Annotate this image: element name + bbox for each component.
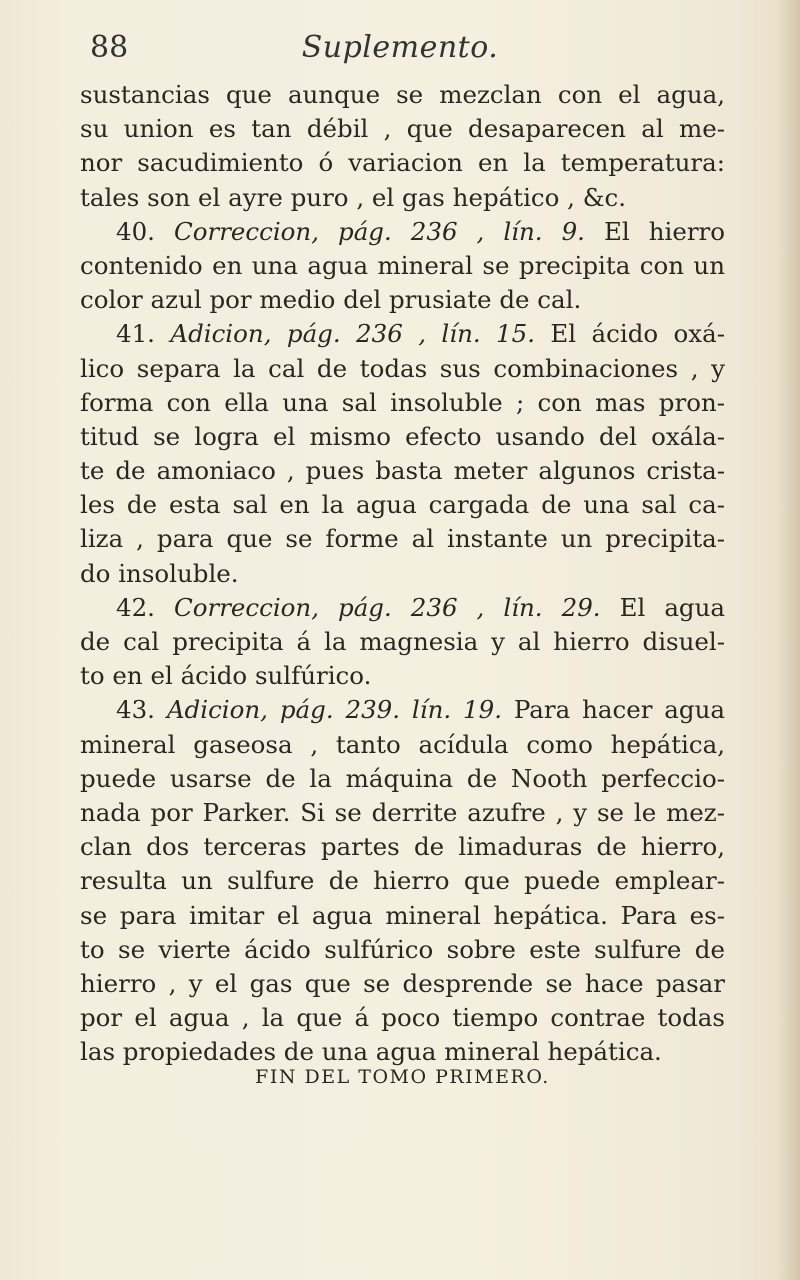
entry-number: 40. <box>116 216 155 246</box>
text-line: por el agua , la que á poco tiempo contrae todas <box>80 1003 725 1033</box>
text-line: titud se logra el mismo efecto usando del oxála- <box>80 421 725 451</box>
page-header <box>80 28 720 68</box>
text-line: te de amoniaco , pues basta meter algunos crista- <box>80 456 725 486</box>
text-line: les de esta sal en la agua cargada de una sal ca- <box>80 490 725 520</box>
text-line: nor sacudimiento ó variacion en la temperatura: <box>80 148 725 178</box>
text-line: su union es tan débil , que desaparecen al me- <box>80 114 725 144</box>
entry-ref: pág. 239. lín. 19. <box>279 695 503 725</box>
entry-text: El hierro <box>603 216 725 246</box>
entry-number: 43. <box>116 695 155 725</box>
entry-number: 41. <box>116 319 155 349</box>
entry-first-line: 43. Adicion, pág. 239. lín. 19. Para hacer agua <box>116 695 725 725</box>
text-line: sustancias que aunque se mezclan con el agua, <box>80 80 725 109</box>
entry-label: Correccion <box>173 216 312 246</box>
paragraph-continuation <box>80 78 725 215</box>
text-line: puede usarse de la máquina de Nooth perfeccio- <box>80 763 725 793</box>
text-line: lico separa la cal de todas sus combinaciones , y <box>80 353 725 383</box>
entry-text: Para hacer agua <box>513 695 725 725</box>
entry-label: Adicion <box>170 319 264 349</box>
page-edge-shadow <box>778 0 800 1280</box>
entry-40 <box>80 215 725 318</box>
entry-42 <box>80 591 725 694</box>
entry-ref: pág. 236 , lín. 29. <box>338 592 601 622</box>
text-line: tales son el ayre puro , el gas hepático , &c. <box>80 182 627 212</box>
text-line: contenido en una agua mineral se precipita con un <box>80 250 725 280</box>
text-line: nada por Parker. Si se derrite azufre , y se le mez- <box>80 797 725 827</box>
entry-label: Correccion <box>173 592 312 622</box>
entry-ref: pág. 236 , lín. 9. <box>338 216 585 246</box>
page-number: 88 <box>90 30 129 65</box>
entry-label: Adicion <box>166 695 261 725</box>
end-of-volume-note: FIN DEL TOMO PRIMERO. <box>255 1066 550 1088</box>
text-line: liza , para que se forme al instante un precipita- <box>80 524 725 554</box>
entry-ref: pág. 236 , lín. 15. <box>286 319 536 349</box>
entry-text: El agua <box>619 592 725 622</box>
entry-41 <box>80 317 725 591</box>
body-text <box>80 78 725 1069</box>
text-line: color azul por medio del prusiate de cal. <box>80 285 582 315</box>
entry-number: 42. <box>116 592 155 622</box>
text-line: las propiedades de una agua mineral hepática. <box>80 1037 662 1067</box>
text-line: to se vierte ácido sulfúrico sobre este sulfure de <box>80 934 725 964</box>
text-line: se para imitar el agua mineral hepática. Para es- <box>80 900 725 930</box>
entry-first-line: 40. Correccion, pág. 236 , lín. 9. El hierro <box>116 216 725 246</box>
text-line: to en el ácido sulfúrico. <box>80 661 372 691</box>
text-line: resulta un sulfure de hierro que puede emplear- <box>80 866 725 896</box>
entry-43 <box>80 693 725 1069</box>
text-line: mineral gaseosa , tanto acídula como hepática, <box>80 729 725 759</box>
text-line: do insoluble. <box>80 558 239 588</box>
text-line: clan dos terceras partes de limaduras de hierro, <box>80 832 725 862</box>
text-line: de cal precipita á la magnesia y al hierro disuel- <box>80 627 725 656</box>
entry-text: El ácido oxá- <box>550 319 725 349</box>
entry-first-line: 41. Adicion, pág. 236 , lín. 15. El ácido oxá- <box>116 319 725 349</box>
text-line: hierro , y el gas que se desprende se hace pasar <box>80 968 725 998</box>
running-head: Suplemento. <box>301 30 499 65</box>
text-line: forma con ella una sal insoluble ; con mas pron- <box>80 387 725 417</box>
entry-first-line: 42. Correccion, pág. 236 , lín. 29. El agua <box>116 592 725 622</box>
